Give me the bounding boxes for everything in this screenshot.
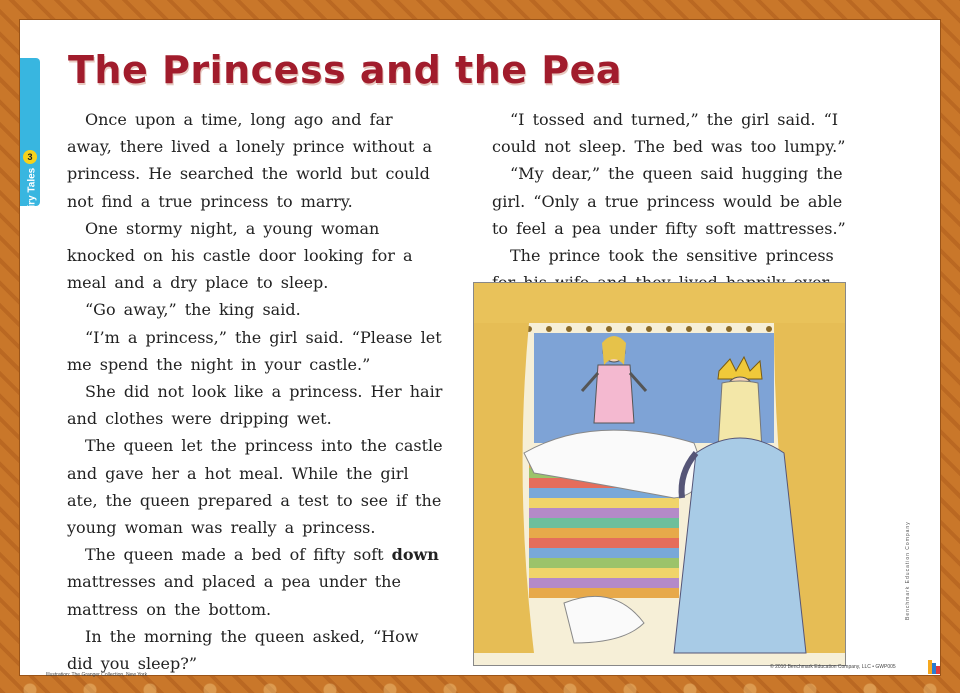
- paragraph-text: mattresses and placed a pea under the mattress on the bottom.: [67, 572, 401, 619]
- paragraph: “I’m a princess,” the girl said. “Please let me spend the night in your castle.”: [67, 327, 442, 374]
- paragraph: One stormy night, a young woman knocked on his castle door looking for a meal and a dry place to sleep.: [67, 218, 413, 293]
- paragraph-down: [67, 541, 445, 623]
- paragraph: In the morning the queen asked, “How did you sleep?”: [67, 626, 419, 674]
- paragraph: Once upon a time, long ago and far away, there lived a lonely prince without a princess. He searched the world but could not find a true princess to marry.: [67, 110, 433, 211]
- left-column: [67, 106, 445, 677]
- illustration-drawing: [474, 283, 845, 665]
- princess-illustration: [473, 282, 846, 666]
- paragraph: She did not look like a princess. Her hair and clothes were dripping wet.: [67, 382, 443, 429]
- vocabulary-word: down: [391, 545, 439, 565]
- side-tab-label: Fairy Tales: [26, 167, 38, 220]
- vertical-credit: Benchmark Education Company: [905, 521, 911, 620]
- paragraph: “Go away,” the king said.: [85, 300, 301, 320]
- paragraph: “My dear,” the queen said hugging the girl. “Only a true princess would be able to feel a pea under fifty soft mattresses.”: [492, 164, 846, 238]
- paragraph-text: The queen made a bed of fifty soft: [85, 545, 392, 565]
- page-title: The Princess and the Pea: [68, 48, 623, 92]
- side-tab-number: 3: [23, 150, 37, 164]
- publisher-logo-icon: [928, 660, 940, 674]
- side-tab: [20, 58, 40, 220]
- paragraph: The queen let the princess into the castle and gave her a hot meal. While the girl ate, the queen prepared a test to see if the young woman was really a princess.: [67, 436, 443, 538]
- footer-credit-right: © 2010 Benchmark Education Company, LLC • GWP005: [770, 664, 896, 670]
- footer-credit-left: Illustration: The Granger Collection, New York: [46, 672, 148, 678]
- paragraph: “I tossed and turned,” the girl said. “I could not sleep. The bed was too lumpy.”: [492, 110, 846, 157]
- paragraph: The prince took the sensitive princess: [510, 246, 834, 266]
